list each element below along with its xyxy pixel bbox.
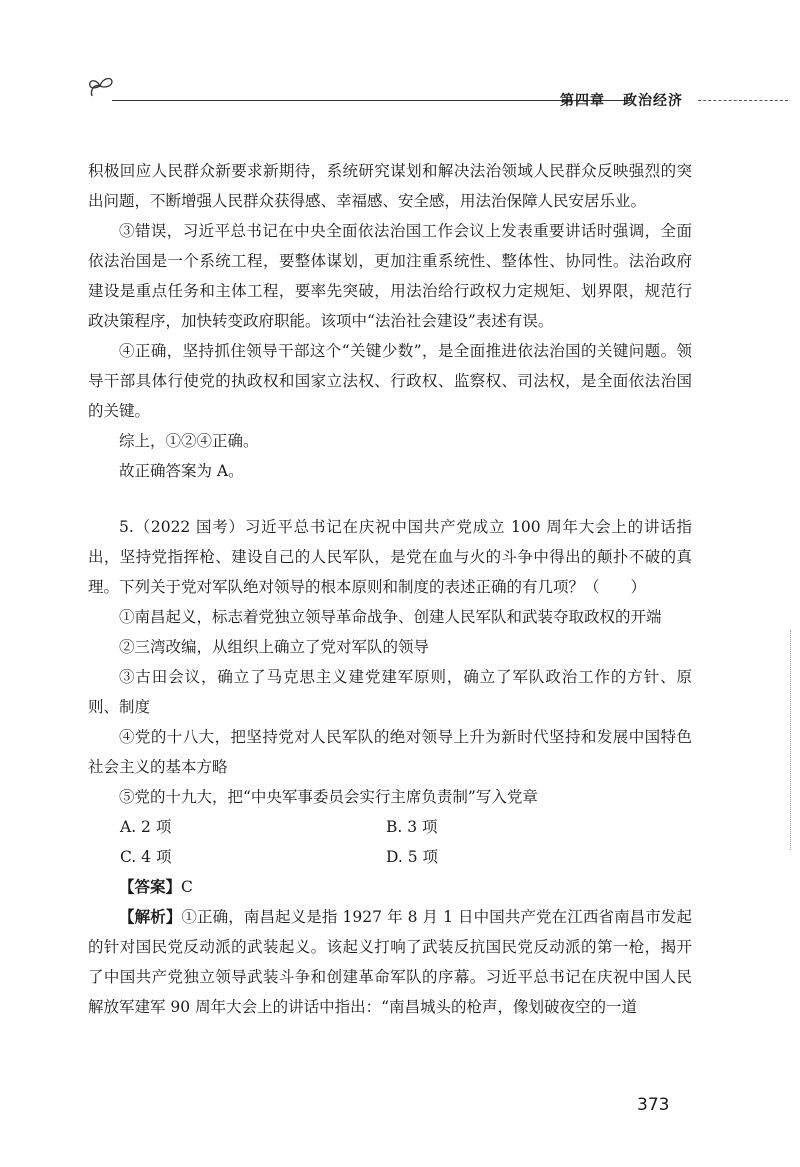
scan-edge-mark: [790, 630, 791, 850]
analysis-text: ①正确，南昌起义是指 1927 年 8 月 1 日中国共产党在江西省南昌市发起的针对国民党反动派的武装起义。该起义打响了武装反抗国民党反动派的第一枪，揭开了中国共产党独立领导武装斗争和创建革命军队的序幕。习近平总书记在庆祝中国人民解放军建军 90 周年大会上的讲话中指出：“南昌城头的枪声，像划破夜空的一道: [88, 908, 692, 1016]
answer-line: [88, 872, 692, 902]
options-row: [88, 842, 692, 872]
sprout-icon: [86, 72, 116, 98]
page-header: [86, 70, 706, 110]
question-item: ②三湾改编，从组织上确立了党对军队的领导: [119, 638, 430, 656]
answer-label: 【答案】: [119, 877, 182, 896]
option-c: C. 4 项: [120, 848, 172, 866]
header-rule-left: [112, 100, 632, 101]
chapter-number: 第四章: [560, 93, 605, 109]
paragraph: 故正确答案为 A。: [119, 462, 244, 480]
header-rule-right: [698, 100, 788, 101]
page-body: [88, 156, 692, 1022]
option-a: A. 2 项: [120, 818, 172, 836]
paragraph: 积极回应人民群众新要求新期待，系统研究谋划和解决法治领域人民群众反映强烈的突出问题，不断增强人民群众获得感、幸福感、安全感，用法治保障人民安居乐业。: [88, 162, 692, 210]
question-item: ⑤党的十九大，把“中央军事委员会实行主席负责制”写入党章: [119, 788, 538, 806]
question-item: ③古田会议，确立了马克思主义建党建军原则，确立了军队政治工作的方针、原则、制度: [88, 668, 692, 716]
answer-value: C: [181, 878, 193, 896]
question-item: ④党的十八大，把坚持党对人民军队的绝对领导上升为新时代坚持和发展中国特色社会主义的基本方略: [88, 728, 692, 776]
paragraph: ④正确，坚持抓住领导干部这个“关键少数”，是全面推进依法治国的关键问题。领导干部具体行使党的执政权和国家立法权、行政权、监察权、司法权，是全面依法治国的关键。: [88, 342, 692, 420]
paragraph: 综上，①②④正确。: [119, 432, 259, 450]
question-item: ①南昌起义，标志着党独立领导革命战争、创建人民军队和武装夺取政权的开端: [119, 608, 662, 626]
option-d: D. 5 项: [386, 848, 439, 866]
analysis: [88, 902, 692, 1022]
analysis-label: 【解析】: [119, 907, 182, 926]
question-stem: 5.（2022 国考）习近平总书记在庆祝中国共产党成立 100 周年大会上的讲话指出，坚持党指挥枪、建设自己的人民军队，是党在血与火的斗争中得出的颠扑不破的真理。下列关于党对军队绝对领导的根本原则和制度的表述正确的有几项？（ ）: [88, 518, 692, 596]
chapter-title: 政治经济: [623, 93, 683, 109]
page-number: 373: [637, 1095, 670, 1115]
options-row: [88, 812, 692, 842]
chapter-heading: [560, 90, 683, 110]
paragraph: ③错误，习近平总书记在中央全面依法治国工作会议上发表重要讲话时强调，全面依法治国是一个系统工程，要整体谋划，更加注重系统性、整体性、协同性。法治政府建设是重点任务和主体工程，要率先突破，用法治给行政权力定规矩、划界限，规范行政决策程序，加快转变政府职能。该项中“法治社会建设”表述有误。: [88, 222, 692, 330]
option-b: B. 3 项: [386, 818, 438, 836]
